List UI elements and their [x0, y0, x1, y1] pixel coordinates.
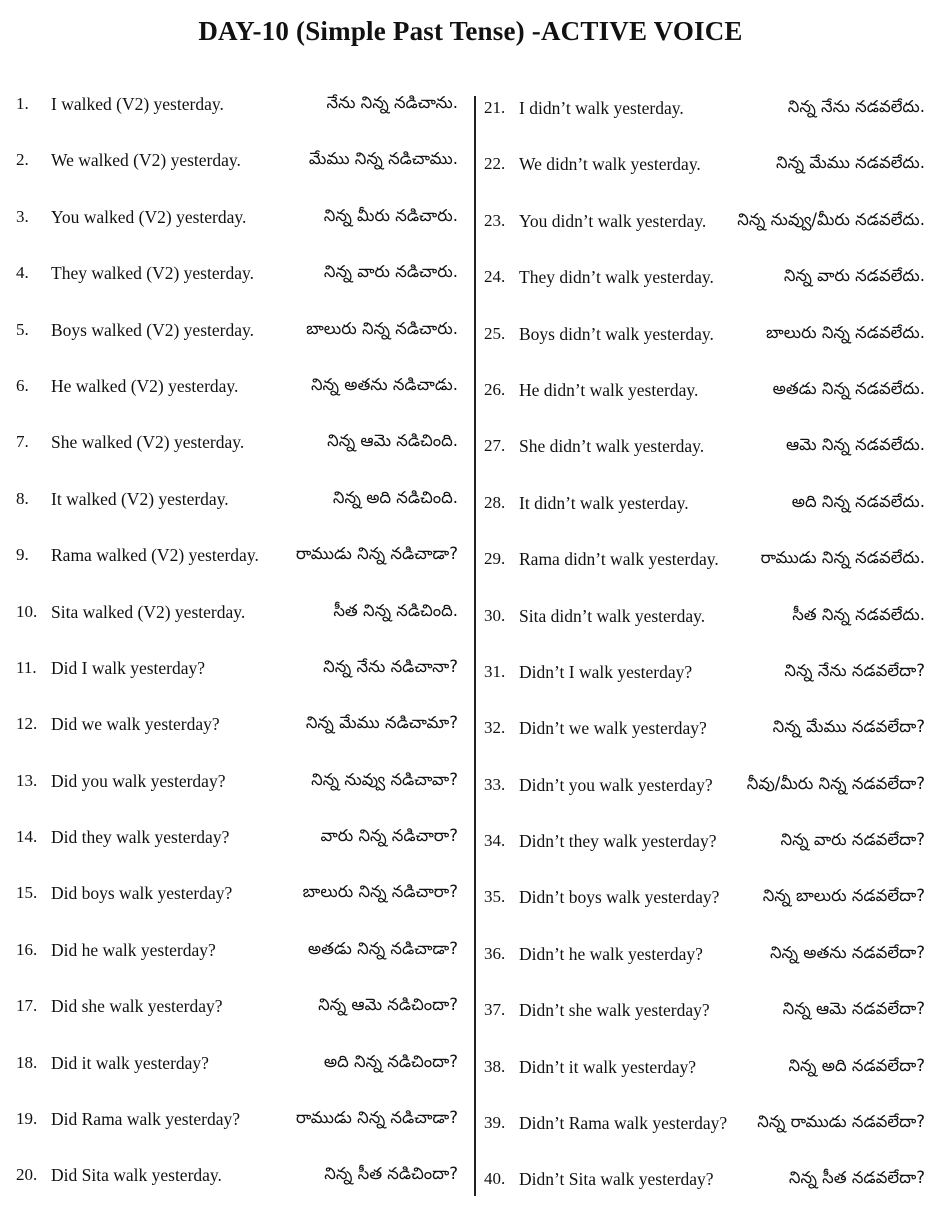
telugu-translation: నిన్న ఆమె నడవలేదా? — [782, 999, 925, 1019]
english-sentence: Didn’t he walk yesterday? — [519, 943, 703, 964]
sentence-number: 20. — [16, 1165, 38, 1185]
sentence-number: 31. — [484, 661, 506, 681]
english-sentence: Rama walked (V2) yesterday. — [51, 545, 259, 566]
telugu-translation: నిన్న ఆమె నడిచిందా? — [318, 995, 458, 1015]
sentence-row — [478, 928, 941, 984]
sentence-number: 25. — [484, 323, 506, 343]
sentence-row — [0, 1041, 470, 1097]
sentence-number: 18. — [16, 1052, 38, 1072]
sentence-row — [0, 477, 470, 533]
sentence-number: 19. — [16, 1109, 38, 1129]
sentence-number: 7. — [16, 432, 29, 452]
english-sentence: Boys walked (V2) yesterday. — [51, 319, 254, 340]
english-sentence: Didn’t boys walk yesterday? — [519, 887, 720, 908]
sentence-row — [0, 195, 470, 251]
sentence-row — [478, 759, 941, 815]
sentence-row — [0, 420, 470, 476]
english-sentence: Did she walk yesterday? — [51, 996, 223, 1017]
telugu-translation: నిన్న ఆమె నడిచింది. — [327, 431, 458, 451]
left-column — [0, 82, 470, 1210]
telugu-translation: అతడు నిన్న నడవలేదు. — [772, 378, 925, 398]
telugu-translation: నిన్న వారు నడవలేదు. — [783, 266, 925, 286]
english-sentence: Didn’t it walk yesterday? — [519, 1056, 697, 1077]
sentence-number: 29. — [484, 549, 506, 569]
sentence-number: 33. — [484, 774, 506, 794]
sentence-row — [478, 251, 941, 307]
sentence-row — [0, 251, 470, 307]
telugu-translation: నిన్న వారు నడిచారు. — [323, 262, 458, 282]
english-sentence: Didn’t they walk yesterday? — [519, 831, 717, 852]
telugu-translation: నిన్న అతను నడిచాడు. — [310, 374, 458, 394]
telugu-translation: రాముడు నిన్న నడిచాడా? — [295, 544, 458, 564]
sentence-number: 38. — [484, 1056, 506, 1076]
english-sentence: She walked (V2) yesterday. — [51, 432, 245, 453]
telugu-translation: నిన్న అది నడవలేదా? — [788, 1055, 925, 1075]
english-sentence: It walked (V2) yesterday. — [51, 488, 229, 509]
sentence-number: 27. — [484, 436, 506, 456]
english-sentence: You walked (V2) yesterday. — [51, 206, 247, 227]
english-sentence: It didn’t walk yesterday. — [519, 492, 689, 513]
sentence-row — [0, 646, 470, 702]
telugu-translation: నిన్న మేము నడవలేదా? — [772, 717, 925, 737]
sentence-row — [0, 759, 470, 815]
telugu-translation: బాలురు నిన్న నడిచారు. — [306, 318, 458, 338]
english-sentence: He walked (V2) yesterday. — [51, 375, 239, 396]
page-title: DAY-10 (Simple Past Tense) -ACTIVE VOICE — [198, 16, 743, 46]
sentence-number: 4. — [16, 263, 29, 283]
telugu-translation: రాముడు నిన్న నడిచాడా? — [295, 1108, 458, 1128]
sentence-row — [0, 928, 470, 984]
sentence-row — [0, 1153, 470, 1209]
sentence-row — [478, 590, 941, 646]
telugu-translation: నిన్న మేము నడిచామా? — [305, 713, 458, 733]
sentence-number: 1. — [16, 94, 29, 113]
telugu-translation: నిన్న మీరు నడిచారు. — [323, 205, 458, 225]
english-sentence: Didn’t Rama walk yesterday? — [519, 1113, 728, 1134]
english-sentence: Did I walk yesterday? — [51, 657, 206, 678]
telugu-translation: అతడు నిన్న నడిచాడా? — [307, 938, 458, 958]
sentence-row — [478, 702, 941, 758]
sentence-row — [478, 1153, 941, 1209]
english-sentence: I walked (V2) yesterday. — [51, 94, 224, 114]
english-sentence: Did Rama walk yesterday? — [51, 1109, 241, 1130]
telugu-translation: నిన్న అది నడిచింది. — [332, 487, 458, 507]
sentence-number: 14. — [16, 827, 38, 847]
sentence-row — [478, 195, 941, 251]
sentence-row — [478, 871, 941, 927]
telugu-translation: నిన్న మేము నడవలేదు. — [775, 153, 925, 173]
telugu-translation: నిన్న నువ్వు/మీరు నడవలేదు. — [737, 209, 925, 229]
telugu-translation: నిన్న నేను నడిచానా? — [323, 656, 458, 676]
sentence-number: 16. — [16, 939, 38, 959]
english-sentence: Did it walk yesterday? — [51, 1052, 209, 1073]
sentence-number: 3. — [16, 206, 29, 226]
telugu-translation: నిన్న నేను నడవలేదా? — [784, 660, 925, 680]
sentence-row — [478, 984, 941, 1040]
sentence-number: 28. — [484, 492, 506, 512]
telugu-translation: ఆమె నిన్న నడవలేదు. — [785, 435, 925, 455]
english-sentence: We didn’t walk yesterday. — [519, 154, 701, 175]
english-sentence: Did boys walk yesterday? — [51, 883, 233, 904]
sentence-row — [0, 590, 470, 646]
telugu-translation: బాలురు నిన్న నడిచారా? — [302, 882, 458, 902]
sentence-row — [478, 1041, 941, 1097]
telugu-translation: నిన్న వారు నడవలేదా? — [780, 830, 925, 850]
sentence-number: 39. — [484, 1113, 506, 1133]
sentence-number: 9. — [16, 545, 29, 565]
sentence-number: 35. — [484, 887, 506, 907]
sentence-row — [478, 815, 941, 871]
sentence-row — [0, 533, 470, 589]
english-sentence: Did we walk yesterday? — [51, 714, 220, 735]
sentence-number: 37. — [484, 1000, 506, 1020]
telugu-translation: అది నిన్న నడవలేదు. — [791, 491, 925, 511]
sentence-number: 13. — [16, 770, 38, 790]
english-sentence: Didn’t you walk yesterday? — [519, 774, 713, 795]
sentence-row — [478, 82, 941, 138]
sentence-number: 23. — [484, 210, 506, 230]
sentence-number: 17. — [16, 996, 38, 1016]
sentence-row — [478, 477, 941, 533]
telugu-translation: నేను నిన్న నడిచాను. — [326, 93, 458, 112]
sentence-row — [0, 871, 470, 927]
telugu-translation: నిన్న అతను నడవలేదా? — [769, 942, 925, 962]
sentence-number: 30. — [484, 605, 506, 625]
sentence-row — [478, 646, 941, 702]
sentence-row — [478, 420, 941, 476]
sentence-number: 22. — [484, 154, 506, 174]
sentence-number: 36. — [484, 943, 506, 963]
sentence-row — [478, 533, 941, 589]
english-sentence: Did Sita walk yesterday. — [51, 1165, 222, 1186]
english-sentence: Rama didn’t walk yesterday. — [519, 549, 719, 570]
english-sentence: They walked (V2) yesterday. — [51, 263, 254, 284]
english-sentence: You didn’t walk yesterday. — [519, 210, 707, 231]
telugu-translation: నిన్న నువ్వు నడిచావా? — [311, 769, 458, 789]
sentence-row — [0, 308, 470, 364]
telugu-translation: వారు నిన్న నడిచారా? — [320, 826, 458, 846]
sentence-row — [0, 1097, 470, 1153]
right-column — [478, 82, 941, 1210]
telugu-translation: నిన్న బాలురు నడవలేదా? — [762, 886, 925, 906]
english-sentence: I didn’t walk yesterday. — [519, 98, 684, 118]
telugu-translation: నిన్న నేను నడవలేదు. — [787, 97, 925, 116]
telugu-translation: నీవు/మీరు నిన్న నడవలేదా? — [746, 773, 925, 793]
english-sentence: Did you walk yesterday? — [51, 770, 226, 791]
telugu-translation: బాలురు నిన్న నడవలేదు. — [766, 322, 925, 342]
telugu-translation: నిన్న సీత నడిచిందా? — [324, 1164, 458, 1184]
sentence-row — [478, 308, 941, 364]
sentence-row — [478, 1097, 941, 1153]
sentence-row — [478, 364, 941, 420]
telugu-translation: రాముడు నిన్న నడవలేదు. — [760, 548, 925, 568]
sentence-row — [0, 138, 470, 194]
sentence-number: 6. — [16, 375, 29, 395]
sentence-number: 12. — [16, 714, 38, 734]
english-sentence: Did they walk yesterday? — [51, 827, 230, 848]
sentence-row — [0, 984, 470, 1040]
english-sentence: Sita didn’t walk yesterday. — [519, 605, 706, 626]
english-sentence: Did he walk yesterday? — [51, 939, 216, 960]
sentence-row — [0, 815, 470, 871]
column-divider — [474, 96, 476, 1196]
sentence-number: 5. — [16, 319, 29, 339]
sentence-number: 32. — [484, 718, 506, 738]
telugu-translation: మేము నిన్న నడిచాము. — [308, 149, 458, 169]
sentence-number: 34. — [484, 831, 506, 851]
sentence-number: 15. — [16, 883, 38, 903]
english-sentence: Didn’t she walk yesterday? — [519, 1000, 710, 1021]
sentence-number: 24. — [484, 267, 506, 287]
sentence-row — [478, 138, 941, 194]
sentence-number: 21. — [484, 98, 506, 117]
sentence-row — [0, 82, 470, 138]
english-sentence: We walked (V2) yesterday. — [51, 150, 241, 171]
telugu-translation: నిన్న సీత నడవలేదా? — [788, 1168, 925, 1188]
english-sentence: They didn’t walk yesterday. — [519, 267, 714, 288]
english-sentence: Didn’t we walk yesterday? — [519, 718, 707, 739]
sentence-number: 10. — [16, 601, 38, 621]
sentence-row — [0, 364, 470, 420]
telugu-translation: సీత నిన్న నడిచింది. — [333, 600, 458, 620]
english-sentence: Boys didn’t walk yesterday. — [519, 323, 714, 344]
sentence-number: 26. — [484, 379, 506, 399]
sentence-row — [0, 702, 470, 758]
sentence-number: 11. — [16, 657, 37, 677]
english-sentence: Sita walked (V2) yesterday. — [51, 601, 246, 622]
sentence-number: 2. — [16, 150, 29, 170]
english-sentence: Didn’t Sita walk yesterday? — [519, 1169, 714, 1190]
english-sentence: She didn’t walk yesterday. — [519, 436, 705, 457]
english-sentence: He didn’t walk yesterday. — [519, 379, 699, 400]
telugu-translation: అది నిన్న నడిచిందా? — [323, 1051, 458, 1071]
sentence-number: 8. — [16, 488, 29, 508]
sentence-number: 40. — [484, 1169, 506, 1189]
telugu-translation: సీత నిన్న నడవలేదు. — [792, 604, 925, 624]
telugu-translation: నిన్న రాముడు నడవలేదా? — [757, 1112, 925, 1132]
english-sentence: Didn’t I walk yesterday? — [519, 661, 693, 682]
